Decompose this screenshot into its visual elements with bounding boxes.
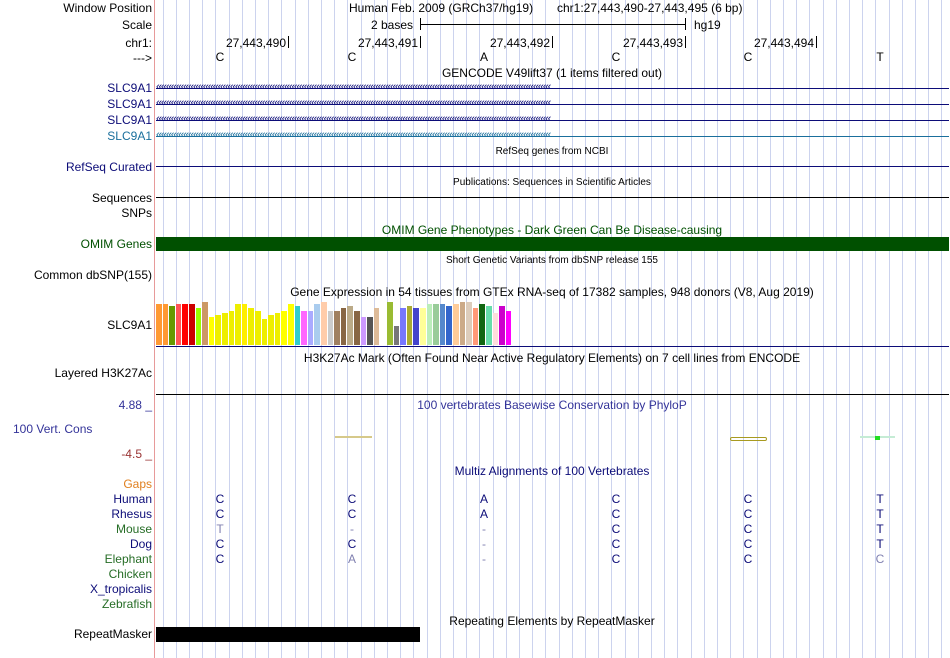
multiz-base: -	[482, 537, 486, 551]
gtex-tissue-bar[interactable]	[341, 308, 347, 345]
omim-label[interactable]: OMIM Genes	[80, 237, 152, 251]
base-letter: C	[215, 50, 225, 64]
conservation-title: 100 vertebrates Basewise Conservation by PhyloP	[417, 398, 687, 412]
gtex-tissue-bar[interactable]	[229, 311, 235, 345]
scale-text: 2 bases	[371, 18, 414, 32]
repeatmasker-label[interactable]: RepeatMasker	[73, 627, 152, 641]
gtex-expression-chart[interactable]	[156, 301, 556, 345]
gtex-baseline	[156, 346, 949, 347]
gtex-tissue-bar[interactable]	[493, 313, 499, 345]
publications-line[interactable]	[156, 197, 949, 198]
dbsnp-label[interactable]: Common dbSNP(155)	[33, 268, 152, 282]
coordinate-tick	[420, 36, 421, 48]
gtex-tissue-bar[interactable]	[486, 306, 492, 345]
gtex-tissue-bar[interactable]	[354, 311, 360, 345]
gtex-tissue-bar[interactable]	[433, 304, 439, 345]
gtex-tissue-bar[interactable]	[222, 313, 228, 345]
scale-tick-right	[685, 18, 686, 30]
multiz-base: -	[482, 552, 486, 566]
multiz-base: T	[876, 507, 884, 521]
gtex-tissue-bar[interactable]	[427, 304, 433, 345]
refseq-title: RefSeq genes from NCBI	[495, 146, 609, 157]
coordinate-label: 27,443,491	[357, 36, 418, 50]
gtex-tissue-bar[interactable]	[235, 304, 241, 345]
dbsnp-title: Short Genetic Variants from dbSNP release 155	[446, 255, 658, 266]
multiz-species-label[interactable]: Elephant	[104, 552, 152, 566]
gtex-tissue-bar[interactable]	[182, 304, 188, 345]
multiz-base: C	[743, 522, 753, 536]
cons-signal-1	[335, 436, 372, 438]
gtex-tissue-bar[interactable]	[268, 315, 274, 345]
gtex-tissue-bar[interactable]	[156, 304, 162, 345]
window-position-label: Window Position	[63, 1, 152, 15]
multiz-base: A	[347, 552, 357, 566]
gtex-label[interactable]: SLC9A1	[107, 318, 152, 332]
gaps-label[interactable]: Gaps	[123, 477, 152, 491]
gtex-tissue-bar[interactable]	[176, 304, 182, 345]
repeatmasker-title: Repeating Elements by RepeatMasker	[449, 614, 655, 628]
gtex-tissue-bar[interactable]	[321, 302, 327, 345]
multiz-species-label[interactable]: Mouse	[115, 522, 152, 536]
base-letter: C	[611, 50, 621, 64]
gtex-tissue-bar[interactable]	[301, 311, 307, 345]
gtex-tissue-bar[interactable]	[275, 313, 281, 345]
scale-bar	[420, 24, 685, 25]
multiz-base: C	[215, 537, 225, 551]
gtex-tissue-bar[interactable]	[387, 302, 393, 345]
gencode-strand-arrows: ‹‹‹‹‹‹‹‹‹‹‹‹‹‹‹‹‹‹‹‹‹‹‹‹‹‹‹‹‹‹‹‹‹‹‹‹‹‹‹‹‹‹‹‹‹‹‹‹‹‹‹‹‹‹‹‹‹‹‹‹‹‹‹‹‹‹‹‹‹‹‹‹‹‹‹‹‹‹‹‹‹‹‹‹‹‹‹‹‹‹‹‹‹‹‹‹‹‹‹‹‹‹‹‹‹‹‹‹‹‹‹‹‹‹‹‹‹‹‹‹‹‹‹‹‹‹‹‹‹‹‹‹‹‹‹‹‹‹‹‹‹‹‹‹‹‹‹‹‹‹‹‹‹‹‹‹‹‹‹‹	[156, 129, 551, 141]
multiz-base: C	[215, 507, 225, 521]
gtex-tissue-bar[interactable]	[288, 304, 294, 345]
gtex-tissue-bar[interactable]	[453, 304, 459, 345]
omim-title: OMIM Gene Phenotypes - Dark Green Can Be Disease-causing	[381, 223, 723, 237]
gtex-tissue-bar[interactable]	[163, 304, 169, 345]
gtex-tissue-bar[interactable]	[413, 308, 419, 345]
multiz-base: C	[611, 522, 621, 536]
gtex-tissue-bar[interactable]	[262, 319, 268, 345]
base-letter: C	[347, 50, 357, 64]
multiz-base: C	[611, 492, 621, 506]
assembly-label: Human Feb. 2009 (GRCh37/hg19)	[349, 1, 534, 15]
coordinate-tick	[816, 36, 817, 48]
gtex-tissue-bar[interactable]	[196, 308, 202, 345]
multiz-base: C	[347, 492, 357, 506]
base-letter: C	[743, 50, 753, 64]
coordinate-label: 27,443,490	[225, 36, 286, 50]
publications-title: Publications: Sequences in Scientific Articles	[453, 177, 651, 188]
gtex-tissue-bar[interactable]	[328, 311, 334, 345]
multiz-base: C	[215, 492, 225, 506]
gencode-transcript-label[interactable]: SLC9A1	[107, 97, 152, 111]
multiz-base: C	[611, 507, 621, 521]
gtex-tissue-bar[interactable]	[248, 308, 254, 345]
multiz-base: C	[611, 537, 621, 551]
cons-ymax: 4.88 _	[118, 398, 152, 412]
gtex-tissue-bar[interactable]	[374, 308, 380, 345]
multiz-species-label[interactable]: X_tropicalis	[89, 582, 152, 596]
gencode-strand-arrows: ‹‹‹‹‹‹‹‹‹‹‹‹‹‹‹‹‹‹‹‹‹‹‹‹‹‹‹‹‹‹‹‹‹‹‹‹‹‹‹‹‹‹‹‹‹‹‹‹‹‹‹‹‹‹‹‹‹‹‹‹‹‹‹‹‹‹‹‹‹‹‹‹‹‹‹‹‹‹‹‹‹‹‹‹‹‹‹‹‹‹‹‹‹‹‹‹‹‹‹‹‹‹‹‹‹‹‹‹‹‹‹‹‹‹‹‹‹‹‹‹‹‹‹‹‹‹‹‹‹‹‹‹‹‹‹‹‹‹‹‹‹‹‹‹‹‹‹‹‹‹‹‹‹‹‹‹‹‹‹‹	[156, 113, 551, 125]
gtex-tissue-bar[interactable]	[215, 315, 221, 345]
gtex-tissue-bar[interactable]	[446, 306, 452, 345]
multiz-base: C	[743, 507, 753, 521]
multiz-base: A	[479, 492, 489, 506]
coordinate-tick	[552, 36, 553, 48]
omim-gene-bar[interactable]	[156, 237, 949, 251]
h3k27ac-baseline	[156, 394, 949, 395]
gtex-tissue-bar[interactable]	[281, 311, 287, 345]
gtex-tissue-bar[interactable]	[347, 306, 353, 345]
coordinate-tick	[685, 36, 686, 48]
publications-label[interactable]: Sequences	[91, 191, 152, 205]
refseq-line[interactable]	[156, 166, 949, 167]
gencode-transcript-label[interactable]: SLC9A1	[107, 113, 152, 127]
conservation-label[interactable]: 100 Vert. Cons	[13, 422, 93, 436]
gtex-tissue-bar[interactable]	[407, 306, 413, 345]
gtex-tissue-bar[interactable]	[394, 326, 400, 345]
gtex-tissue-bar[interactable]	[473, 308, 479, 345]
multiz-species-label[interactable]: Zebrafish	[101, 597, 152, 611]
multiz-base: -	[482, 522, 486, 536]
gtex-tissue-bar[interactable]	[499, 306, 505, 345]
scale-label: Scale	[121, 18, 152, 32]
base-letter: A	[479, 50, 489, 64]
gtex-tissue-bar[interactable]	[308, 311, 314, 345]
chrom-label: chr1:	[125, 36, 152, 50]
gtex-tissue-bar[interactable]	[255, 311, 261, 345]
strand-label: --->	[133, 51, 152, 65]
cons-signal-peak	[875, 436, 880, 440]
multiz-base: C	[611, 552, 621, 566]
gtex-tissue-bar[interactable]	[440, 304, 446, 345]
multiz-base: -	[350, 522, 354, 536]
h3k27ac-title: H3K27Ac Mark (Often Found Near Active Regulatory Elements) on 7 cell lines from ENCODE	[303, 351, 801, 365]
gtex-tissue-bar[interactable]	[367, 317, 373, 345]
multiz-base: T	[876, 522, 884, 536]
gtex-tissue-bar[interactable]	[169, 306, 175, 345]
gencode-strand-arrows: ‹‹‹‹‹‹‹‹‹‹‹‹‹‹‹‹‹‹‹‹‹‹‹‹‹‹‹‹‹‹‹‹‹‹‹‹‹‹‹‹‹‹‹‹‹‹‹‹‹‹‹‹‹‹‹‹‹‹‹‹‹‹‹‹‹‹‹‹‹‹‹‹‹‹‹‹‹‹‹‹‹‹‹‹‹‹‹‹‹‹‹‹‹‹‹‹‹‹‹‹‹‹‹‹‹‹‹‹‹‹‹‹‹‹‹‹‹‹‹‹‹‹‹‹‹‹‹‹‹‹‹‹‹‹‹‹‹‹‹‹‹‹‹‹‹‹‹‹‹‹‹‹‹‹‹‹‹‹‹‹	[156, 97, 551, 109]
multiz-base: A	[479, 507, 489, 521]
multiz-species-label[interactable]: Dog	[129, 537, 152, 551]
gtex-title: Gene Expression in 54 tissues from GTEx RNA-seq of 17382 samples, 948 donors (V8, Aug 2019)	[290, 285, 814, 299]
gencode-title: GENCODE V49lift37 (1 items filtered out)	[441, 66, 663, 80]
gtex-tissue-bar[interactable]	[460, 302, 466, 345]
gtex-tissue-bar[interactable]	[295, 306, 301, 345]
gtex-tissue-bar[interactable]	[380, 315, 386, 345]
coordinate-tick	[288, 36, 289, 48]
h3k27ac-label[interactable]: Layered H3K27Ac	[54, 366, 152, 380]
gtex-tissue-bar[interactable]	[202, 302, 208, 345]
multiz-species-label[interactable]: Human	[113, 492, 152, 506]
gtex-tissue-bar[interactable]	[420, 308, 426, 345]
db-label: hg19	[694, 18, 721, 32]
repeatmasker-element[interactable]	[156, 627, 420, 642]
multiz-species-label[interactable]: Rhesus	[111, 507, 152, 521]
gtex-tissue-bar[interactable]	[400, 308, 406, 345]
gtex-tissue-bar[interactable]	[314, 304, 320, 345]
gtex-tissue-bar[interactable]	[466, 302, 472, 345]
multiz-base: T	[216, 522, 224, 536]
gtex-tissue-bar[interactable]	[361, 317, 367, 345]
multiz-base: C	[743, 492, 753, 506]
gencode-strand-arrows: ‹‹‹‹‹‹‹‹‹‹‹‹‹‹‹‹‹‹‹‹‹‹‹‹‹‹‹‹‹‹‹‹‹‹‹‹‹‹‹‹‹‹‹‹‹‹‹‹‹‹‹‹‹‹‹‹‹‹‹‹‹‹‹‹‹‹‹‹‹‹‹‹‹‹‹‹‹‹‹‹‹‹‹‹‹‹‹‹‹‹‹‹‹‹‹‹‹‹‹‹‹‹‹‹‹‹‹‹‹‹‹‹‹‹‹‹‹‹‹‹‹‹‹‹‹‹‹‹‹‹‹‹‹‹‹‹‹‹‹‹‹‹‹‹‹‹‹‹‹‹‹‹‹‹‹‹‹‹‹‹	[156, 81, 551, 93]
position-readout[interactable]: chr1:27,443,490-27,443,495 (6 bp)	[557, 1, 743, 15]
multiz-base: C	[743, 552, 753, 566]
multiz-base: C	[215, 552, 225, 566]
cons-signal-2	[730, 437, 767, 441]
gtex-tissue-bar[interactable]	[209, 317, 215, 345]
multiz-base: T	[876, 537, 884, 551]
gtex-tissue-bar[interactable]	[189, 304, 195, 345]
coordinate-label: 27,443,492	[489, 36, 550, 50]
coordinate-label: 27,443,493	[622, 36, 683, 50]
multiz-base: C	[347, 507, 357, 521]
multiz-base: C	[743, 537, 753, 551]
multiz-species-label[interactable]: Chicken	[108, 567, 152, 581]
label-divider	[154, 0, 155, 658]
gencode-transcript-label[interactable]: SLC9A1	[107, 129, 152, 143]
gtex-tissue-bar[interactable]	[242, 304, 248, 345]
multiz-base: T	[876, 492, 884, 506]
gtex-tissue-bar[interactable]	[506, 311, 512, 345]
gtex-tissue-bar[interactable]	[334, 311, 340, 345]
multiz-title: Multiz Alignments of 100 Vertebrates	[454, 464, 650, 478]
multiz-base: C	[875, 552, 885, 566]
base-letter: T	[876, 50, 884, 64]
snps-label[interactable]: SNPs	[121, 206, 152, 220]
gencode-transcript-label[interactable]: SLC9A1	[107, 81, 152, 95]
coordinate-label: 27,443,494	[753, 36, 814, 50]
refseq-label[interactable]: RefSeq Curated	[65, 160, 152, 174]
cons-ymin: -4.5 _	[121, 447, 152, 461]
multiz-base: C	[347, 537, 357, 551]
gtex-tissue-bar[interactable]	[479, 304, 485, 345]
